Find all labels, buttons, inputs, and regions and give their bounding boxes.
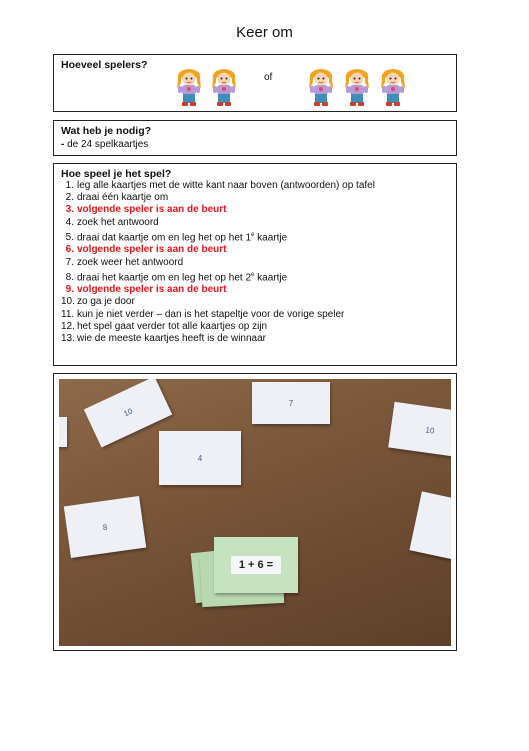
step-item [61, 321, 375, 333]
step-text: het spel gaat verder tot alle kaartjes op zijn [77, 320, 268, 332]
question-card [214, 537, 298, 593]
question-equation: 1 + 6 = [231, 556, 281, 574]
step-text: zoek weer het antwoord [77, 256, 184, 268]
step-text: draai één kaartje om [77, 192, 169, 204]
step-superscript: e [251, 231, 255, 238]
step-number: 7. [65, 256, 74, 268]
step-item [61, 229, 375, 245]
step-text: volgende speler is aan de beurt [77, 244, 227, 256]
step-number: 10. [61, 296, 75, 308]
player-icon [174, 66, 204, 108]
card-number: 8 [102, 522, 108, 532]
step-text: kun je niet verder – dan is het stapeltje voor de vorige speler [77, 308, 345, 320]
step-text-after: kaartje [254, 272, 288, 284]
card-number: 10 [424, 424, 436, 436]
answer-card [59, 417, 67, 447]
step-text: volgende speler is aan de beurt [77, 284, 227, 296]
game-photo [59, 379, 451, 646]
step-text-after: kaartje [254, 232, 288, 244]
step-number: 4. [65, 216, 74, 228]
step-number: 13. [61, 333, 75, 345]
step-item [61, 244, 375, 256]
step-number: 6. [65, 244, 74, 256]
step-item [61, 204, 375, 216]
step-item [61, 296, 375, 308]
or-label: of [264, 72, 273, 83]
answer-card [159, 431, 241, 485]
step-item [61, 180, 375, 192]
player-icon [306, 66, 336, 108]
needs-heading: Wat heb je nodig? [61, 125, 152, 137]
step-text: draai het kaartje om en leg het op het 2 [77, 272, 252, 284]
step-text: draai dat kaartje om en leg het op het 1 [77, 232, 252, 244]
needs-section [53, 120, 457, 156]
answer-card [64, 496, 146, 558]
steps-list [61, 180, 375, 345]
step-number: 9. [65, 284, 74, 296]
step-item [61, 217, 375, 229]
players-heading: Hoeveel spelers? [61, 59, 148, 71]
step-number: 8. [65, 272, 74, 284]
needs-item-text: de 24 spelkaartjes [67, 139, 149, 150]
step-number: 3. [65, 204, 74, 216]
step-item [61, 269, 375, 285]
card-number: 10 [122, 406, 134, 418]
step-superscript: e [251, 271, 255, 278]
player-icon [342, 66, 372, 108]
player-icon [378, 66, 408, 108]
card-number: 4 [197, 453, 203, 463]
step-number: 12. [61, 320, 75, 332]
photo-section [53, 373, 457, 651]
step-item [61, 333, 375, 345]
step-item [61, 192, 375, 204]
step-text: wie de meeste kaartjes heeft is de winnaar [77, 333, 266, 345]
card-number: 7 [288, 398, 294, 408]
howto-section [53, 163, 457, 366]
page-title: Keer om [236, 24, 293, 41]
answer-card [252, 382, 330, 424]
needs-item [61, 139, 148, 150]
step-text: volgende speler is aan de beurt [77, 204, 227, 216]
howto-heading: Hoe speel je het spel? [61, 168, 172, 180]
answer-card [388, 402, 451, 458]
player-icon [209, 66, 239, 108]
step-text: leg alle kaartjes met de witte kant naar boven (antwoorden) op tafel [77, 180, 375, 191]
step-text: zoek het antwoord [77, 216, 159, 228]
step-number: 5. [65, 232, 74, 244]
step-number: 11. [61, 308, 75, 320]
step-item [61, 309, 375, 321]
needs-bullet: - [61, 139, 65, 150]
step-text: zo ga je door [77, 296, 135, 308]
answer-card [409, 491, 451, 562]
step-number: 1. [65, 180, 74, 191]
step-item [61, 284, 375, 296]
step-number: 2. [65, 192, 74, 204]
step-item [61, 257, 375, 269]
players-section [53, 54, 457, 112]
